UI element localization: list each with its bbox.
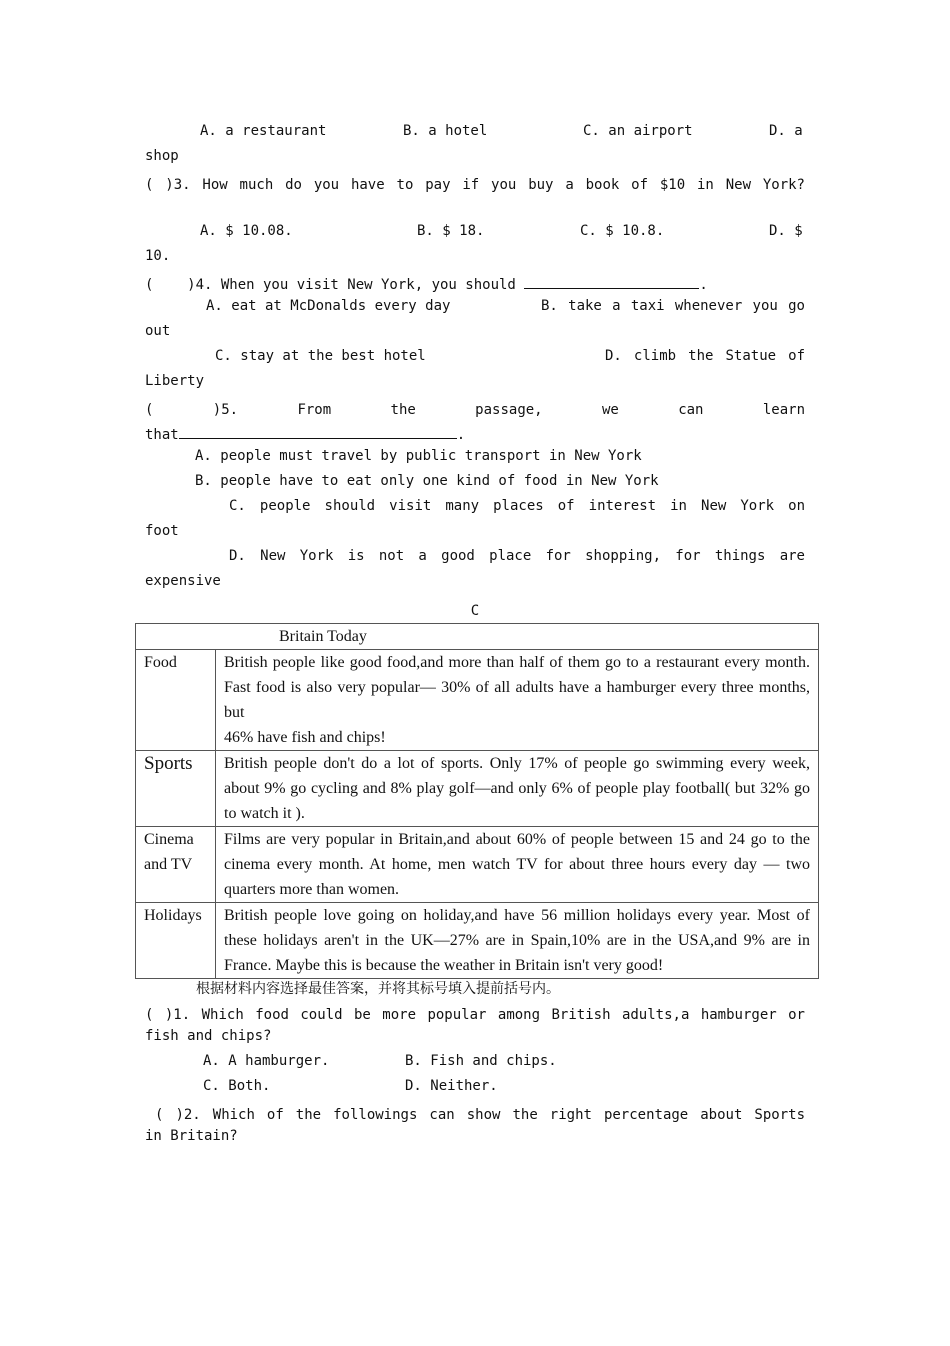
c-q2-stem-cont: in Britain? (145, 1128, 238, 1144)
table-row (136, 751, 819, 827)
row-label-food: Food (136, 650, 216, 751)
instruction: 根据材料内容选择最佳答案，并将其标号填入提前括号内。 (196, 981, 560, 997)
c-q1-option-c: C. Both. (203, 1078, 271, 1094)
q3-option-a: A. $ 10.08. (200, 223, 293, 239)
q5-option-d-cont: expensive (145, 573, 221, 589)
q4-stem-line (145, 273, 805, 298)
q4-option-b-cont: out (145, 323, 171, 339)
q4-stem-end: . (699, 277, 708, 293)
q2-option-d: D. a (769, 123, 803, 139)
c-q1-option-b: B. Fish and chips. (405, 1053, 557, 1069)
row-label-sports: Sports (136, 751, 216, 827)
q5-answer-blank (179, 424, 457, 439)
q5-option-d: D. New York is not a good place for shopping, for things are (229, 548, 805, 564)
table-title-row (136, 624, 819, 650)
row-content-cinema-tv: Films are very popular in Britain,and about 60% of people between 15 and 24 go to the cinema every month. At home, men watch TV for about three hours every day — two quarters more than women. (216, 827, 819, 903)
row-label-cinema-tv: Cinema and TV (136, 827, 216, 903)
q5-stem-end: . (456, 427, 466, 443)
section-c-heading: C (470, 603, 480, 619)
q5-option-a: A. people must travel by public transport in New York (195, 448, 642, 464)
row-content-sports: British people don't do a lot of sports. Only 17% of people go swimming every week, about 9% go cycling and 8% play golf—and only 6% of people play football( but 32% go to watch it ). (216, 751, 819, 827)
c-q1-stem-cont: fish and chips? (145, 1028, 272, 1044)
q5-stem: ( )5. From the passage, we can learn (145, 402, 805, 418)
q4-option-d: D. climb the Statue of (605, 348, 805, 364)
q3-option-d-cont: 10. (145, 248, 171, 264)
q5-option-c: C. people should visit many places of interest in New York on (229, 498, 805, 514)
table-row (136, 827, 819, 903)
q3-stem: ( )3. How much do you have to pay if you buy a book of $10 in New York? (145, 177, 805, 193)
q2-option-d-cont: shop (145, 148, 179, 164)
q5-option-c-cont: foot (145, 523, 179, 539)
q2-option-a: A. a restaurant (200, 123, 327, 139)
q3-option-c: C. $ 10.8. (580, 223, 665, 239)
q2-option-b: B. a hotel (403, 123, 488, 139)
row-content-holidays: British people love going on holiday,and have 56 million holidays every year. Most of these holidays aren't in the UK—27% are in Spain,10% are in the USA,and 9% are in France. Maybe this is because the weather in Britain isn't very good! (216, 903, 819, 979)
q2-option-c: C. an airport (583, 123, 693, 139)
row-label-holidays: Holidays (136, 903, 216, 979)
row-content-food (216, 650, 819, 751)
britain-today-table (135, 623, 819, 979)
q3-option-b: B. $ 18. (417, 223, 485, 239)
q4-option-c: C. stay at the best hotel (215, 348, 426, 364)
q4-option-b: B. take a taxi whenever you go (541, 298, 805, 314)
c-q1-option-a: A. A hamburger. (203, 1053, 330, 1069)
q5-option-b: B. people have to eat only one kind of food in New York (195, 473, 659, 489)
table-row (136, 903, 819, 979)
q4-answer-blank (524, 274, 699, 289)
food-text-cont: 46% have fish and chips! (224, 729, 386, 746)
c-q1-option-d: D. Neither. (405, 1078, 498, 1094)
q4-option-d-cont: Liberty (145, 373, 205, 389)
q3-option-d: D. $ (769, 223, 803, 239)
c-q2-stem: ( )2. Which of the followings can show the right percentage about Sports (155, 1107, 805, 1123)
table-row (136, 650, 819, 751)
table-title: Britain Today (136, 624, 819, 650)
c-q1-stem: ( )1. Which food could be more popular among British adults,a hamburger or (145, 1007, 805, 1023)
q4-stem: ( )4. When you visit New York, you should (145, 277, 516, 293)
q5-stem-line2 (145, 423, 805, 448)
q4-option-a: A. eat at McDonalds every day (206, 298, 451, 314)
food-text: British people like good food,and more than half of them go to a restaurant every month. Fast food is also very popular— 30% of all adults have a hamburger every three months, but (224, 654, 810, 721)
q5-stem-cont: that (145, 427, 179, 443)
